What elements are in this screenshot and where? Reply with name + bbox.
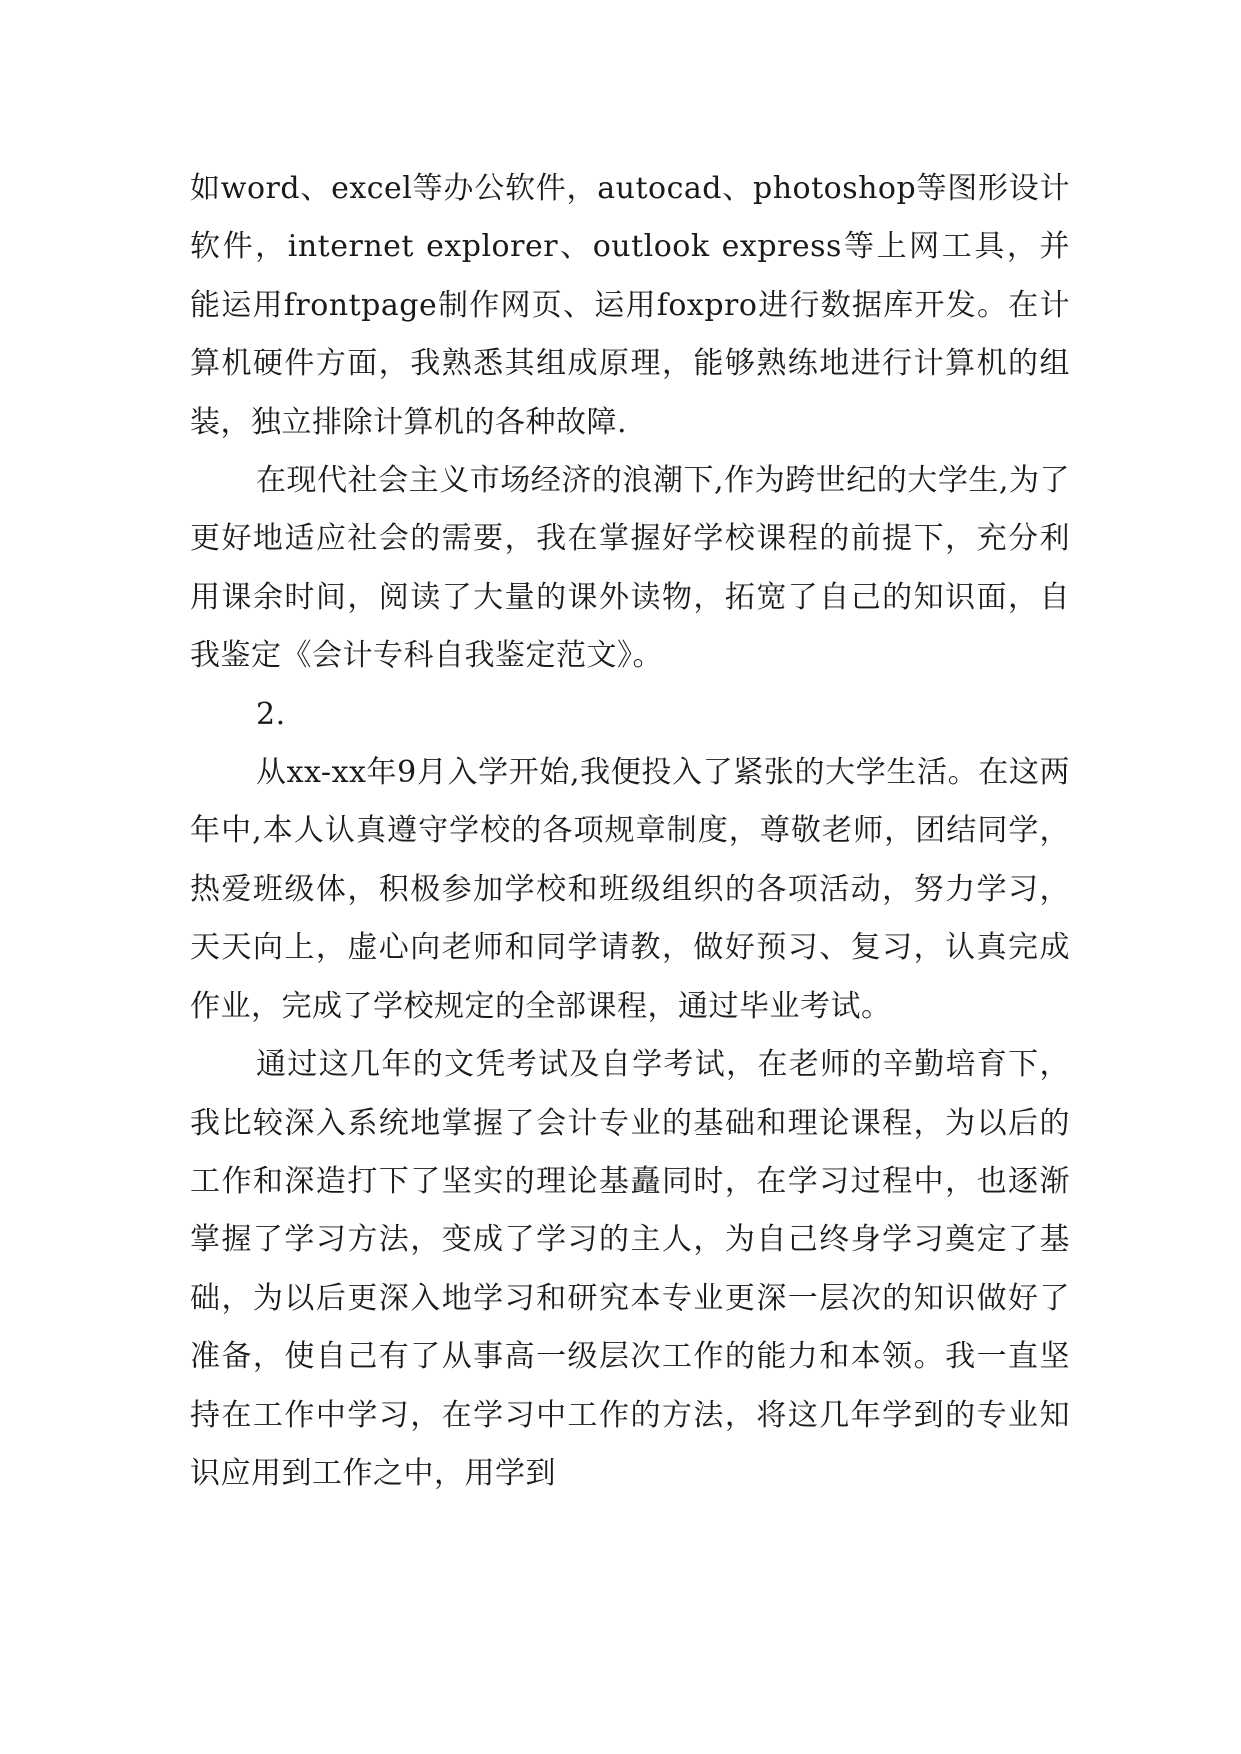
paragraph-1: 如word、excel等办公软件，autocad、photoshop等图形设计软件，internet explorer、outlook express等上网工具，并能运用frontpage制作网页、运用foxpro进行数据库开发。在计算机硬件方面，我熟悉其组成原理，能够熟练地进行计算机的组装，独立排除计算机的各种故障. (190, 171, 1070, 440)
paragraph-3: 从xx-xx年9月入学开始,我便投入了紧张的大学生活。在这两年中,本人认真遵守学校的各项规章制度，尊敬老师，团结同学，热爱班级体，积极参加学校和班级组织的各项活动，努力学习，天天向上，虚心向老师和同学请教，做好预习、复习，认真完成作业，完成了学校规定的全部课程，通过毕业考试。 (190, 755, 1070, 1024)
paragraph-4: 通过这几年的文凭考试及自学考试，在老师的辛勤培育下，我比较深入系统地掌握了会计专业的基础和理论课程，为以后的工作和深造打下了坚实的理论基矗同时，在学习过程中，也逐渐掌握了学习方法，变成了学习的主人，为自己终身学习奠定了基础，为以后更深入地学习和研究本专业更深一层次的知识做好了准备，使自己有了从事高一级层次工作的能力和本领。我一直坚持在工作中学习，在学习中工作的方法，将这几年学到的专业知识应用到工作之中，用学到 (190, 1047, 1070, 1491)
document-body (190, 160, 1070, 1503)
paragraph-2: 在现代社会主义市场经济的浪潮下,作为跨世纪的大学生,为了更好地适应社会的需要，我在掌握好学校课程的前提下，充分利用课余时间，阅读了大量的课外读物，拓宽了自己的知识面，自我鉴定《会计专科自我鉴定范文》。 (190, 463, 1070, 674)
section-number: 2. (256, 696, 286, 732)
